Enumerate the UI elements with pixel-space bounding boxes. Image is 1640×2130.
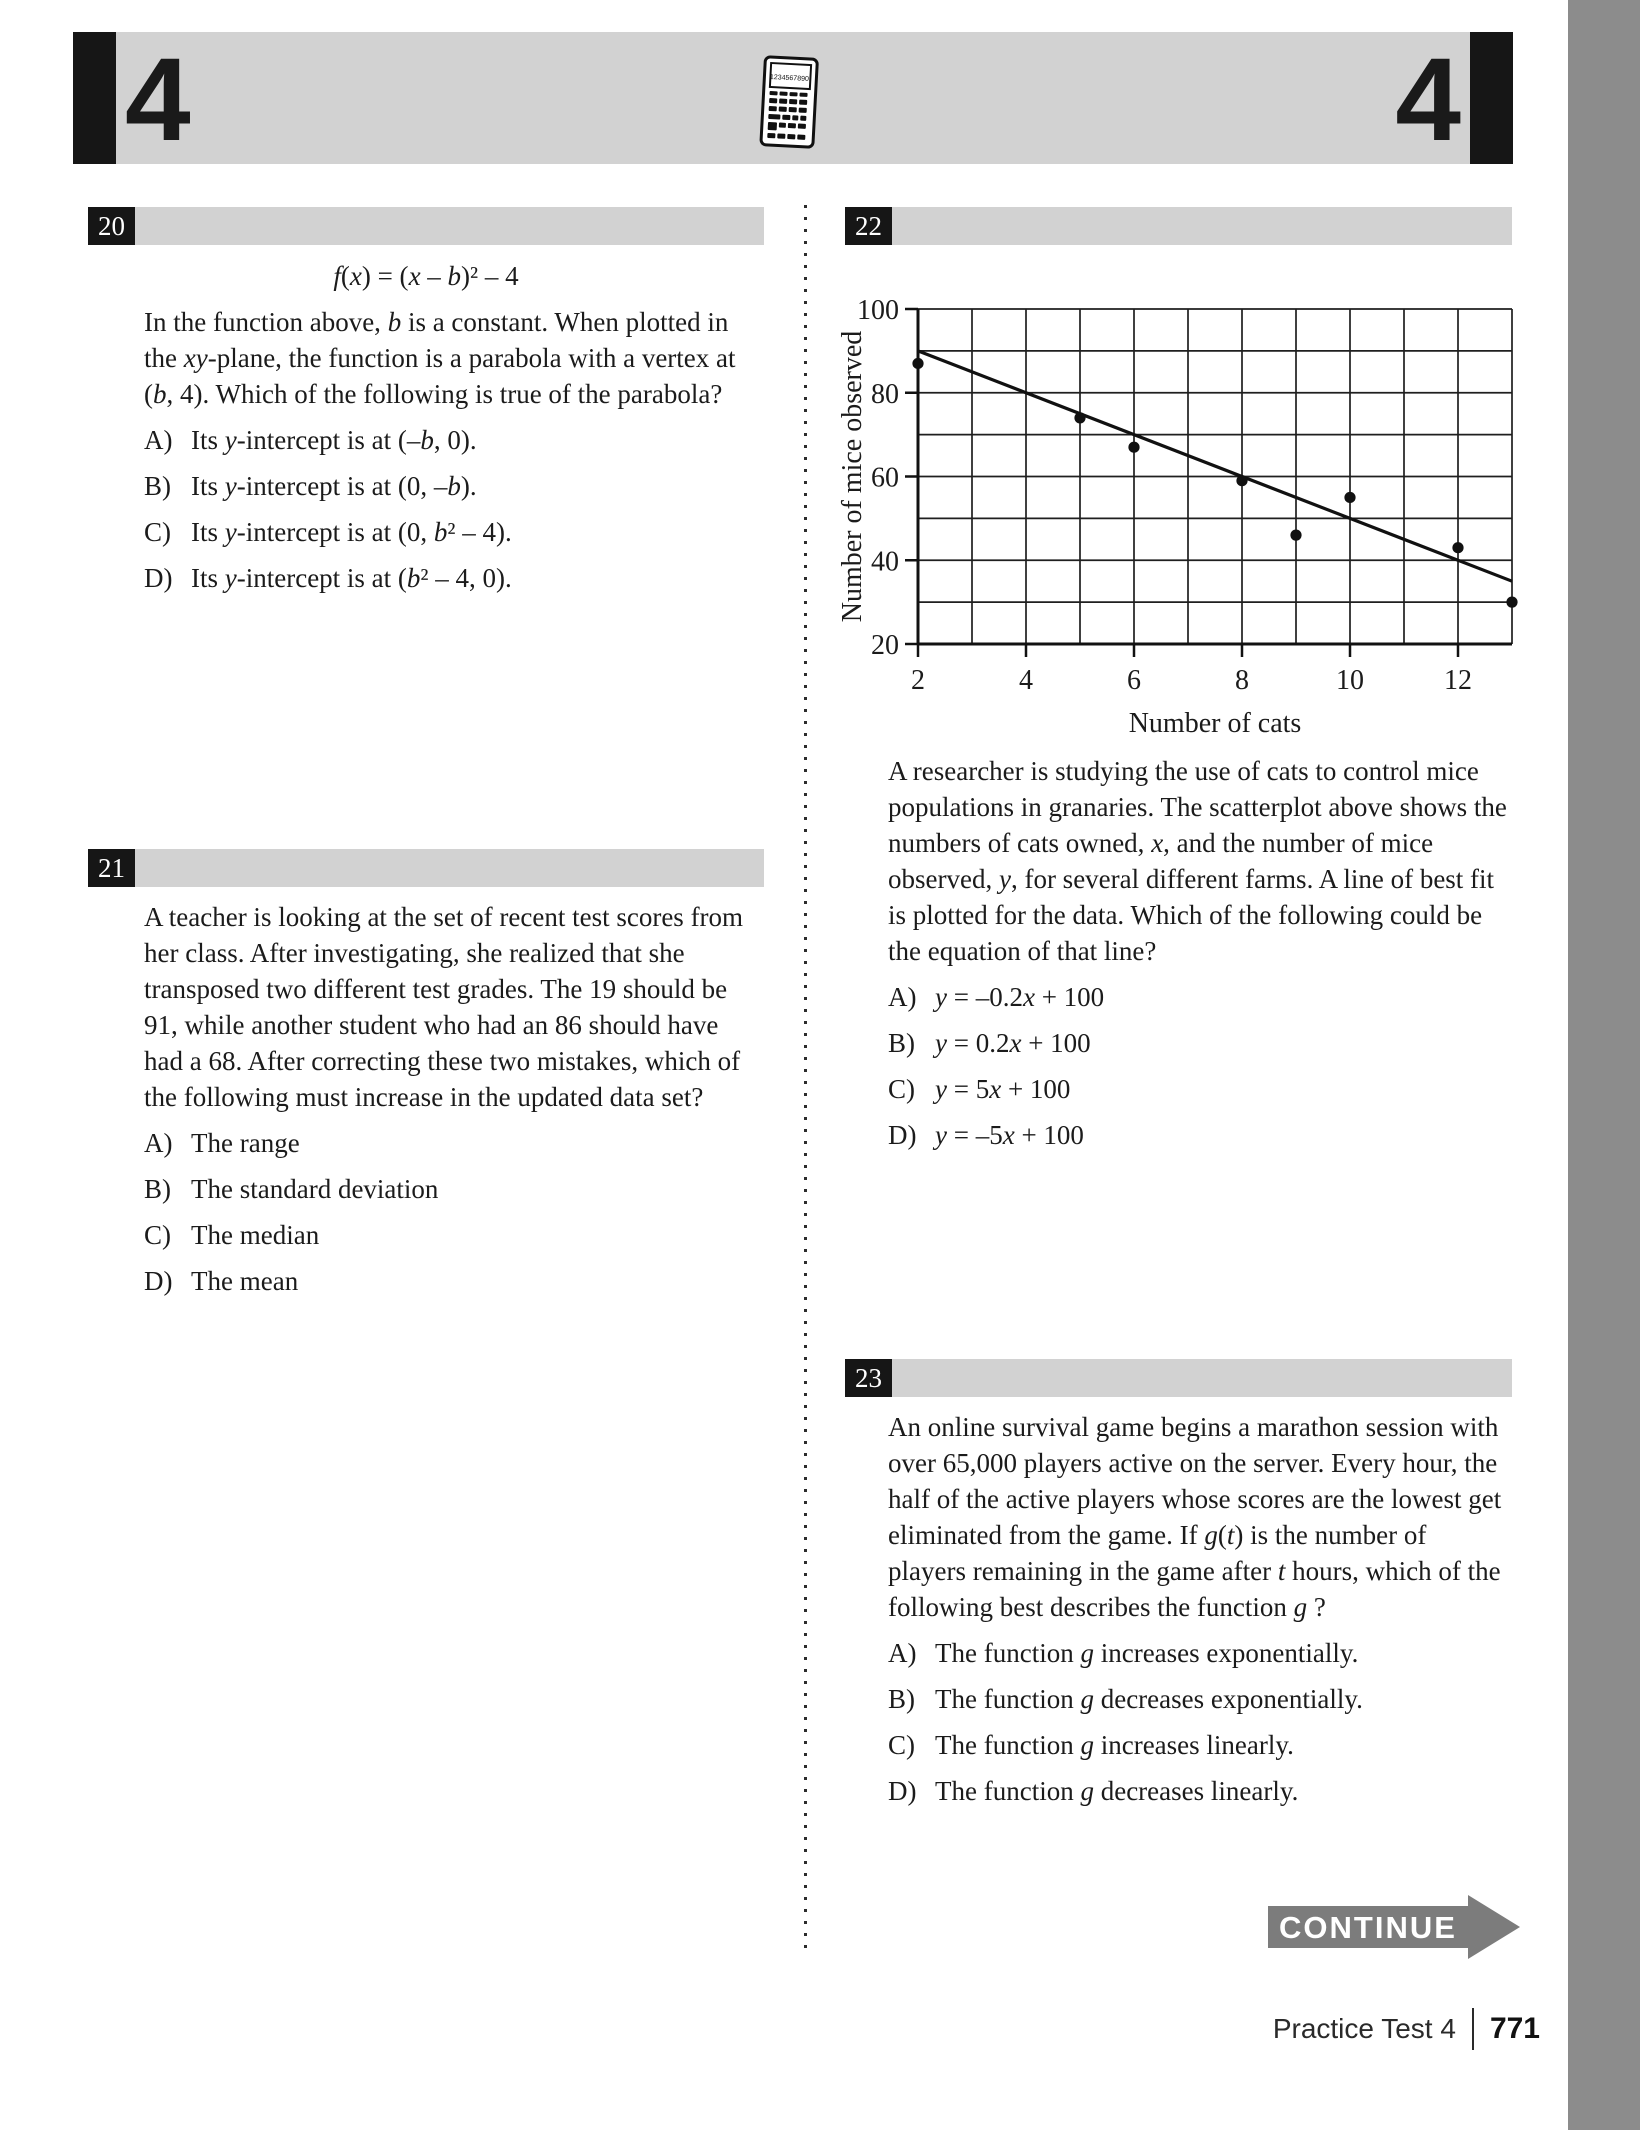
option-letter: B) xyxy=(144,1174,171,1204)
svg-text:6: 6 xyxy=(1127,665,1141,696)
question-23-prompt: An online survival game begins a marathon session with over 65,000 players active on the server. Every hour, the half of the active players whose scores are the lowest get eliminated from the game. If g(t) is the number of players remaining in the game after t hours, which of the following best describes the function g ? xyxy=(888,1412,1502,1622)
svg-text:Number of mice observed: Number of mice observed xyxy=(837,330,868,623)
svg-text:100: 100 xyxy=(857,295,899,326)
footer-page-number: 771 xyxy=(1489,2012,1540,2045)
section-number-left: 4 xyxy=(125,34,191,166)
section-header-band xyxy=(73,32,1513,164)
option-text: Its y-intercept is at (–b, 0). xyxy=(191,425,477,455)
question-21-header-band xyxy=(88,849,764,887)
question-23-options xyxy=(845,1635,1512,1809)
option-text: The mean xyxy=(191,1266,299,1296)
scatterplot-figure xyxy=(837,249,1512,741)
question-21-number-badge: 21 xyxy=(88,849,135,887)
option-letter: C) xyxy=(144,517,171,547)
section-number-right: 4 xyxy=(1395,34,1461,166)
calculator-icon xyxy=(759,55,820,155)
option-text: The function g decreases linearly. xyxy=(935,1776,1299,1806)
option-letter: D) xyxy=(144,1266,173,1296)
svg-text:12: 12 xyxy=(1444,665,1472,696)
svg-text:8: 8 xyxy=(1235,665,1249,696)
option-letter: A) xyxy=(888,982,917,1012)
option-text: The standard deviation xyxy=(191,1174,439,1204)
option-letter: C) xyxy=(888,1074,915,1104)
option-letter: C) xyxy=(144,1220,171,1250)
question-20-number-badge: 20 xyxy=(88,207,135,245)
option-text: Its y-intercept is at (0, –b). xyxy=(191,471,477,501)
option-letter: D) xyxy=(888,1120,917,1150)
option-text: The function g increases exponentially. xyxy=(935,1638,1359,1668)
svg-text:80: 80 xyxy=(871,378,899,410)
option-letter: B) xyxy=(144,471,171,501)
option-letter: D) xyxy=(888,1776,917,1806)
option-text: y = 0.2x + 100 xyxy=(935,1028,1091,1058)
option-text: y = –0.2x + 100 xyxy=(935,982,1105,1012)
question-20-header-band xyxy=(88,207,764,245)
svg-text:40: 40 xyxy=(871,546,899,578)
question-21-options xyxy=(88,1125,764,1299)
right-corner-block xyxy=(1470,32,1513,164)
answer-option-b[interactable] xyxy=(888,1681,1512,1717)
question-20-options xyxy=(88,422,764,596)
answer-option-d[interactable] xyxy=(888,1117,1512,1153)
answer-option-b[interactable] xyxy=(888,1025,1512,1061)
continue-button[interactable] xyxy=(1256,1890,1528,1964)
page-footer xyxy=(0,2008,1540,2050)
answer-option-b[interactable] xyxy=(144,1171,764,1207)
question-21-prompt: A teacher is looking at the set of recent test scores from her class. After investigating, she realized that she transposed two different test grades. The 19 should be 91, while another student who had an 86 should have had a 68. After correcting these two mistakes, which of the following must increase in the updated data set? xyxy=(144,902,744,1112)
option-letter: B) xyxy=(888,1028,915,1058)
svg-text:10: 10 xyxy=(1336,665,1364,696)
svg-text:1234567890.: 1234567890. xyxy=(769,73,811,84)
option-letter: C) xyxy=(888,1730,915,1760)
option-letter: A) xyxy=(144,1128,173,1158)
option-text: The median xyxy=(191,1220,320,1250)
svg-text:4: 4 xyxy=(1019,665,1033,696)
option-letter: A) xyxy=(888,1638,917,1668)
question-22-prompt: A researcher is studying the use of cats to control mice populations in granaries. The scatterplot above shows the numbers of cats owned, x, and the number of mice observed, y, for several different farms. A line of best fit is plotted for the data. Which of the following could be the equation of that line? xyxy=(888,756,1507,966)
question-20-equation: f(x) = (x – b)² – 4 xyxy=(333,261,519,291)
option-letter: A) xyxy=(144,425,173,455)
answer-option-c[interactable] xyxy=(888,1071,1512,1107)
option-text: y = 5x + 100 xyxy=(935,1074,1071,1104)
question-23 xyxy=(845,1359,1512,1809)
answer-option-a[interactable] xyxy=(144,1125,764,1161)
question-22-options xyxy=(845,979,1512,1153)
page-edge-rail xyxy=(1568,0,1640,2130)
question-22-number-badge: 22 xyxy=(845,207,892,245)
answer-option-a[interactable] xyxy=(888,979,1512,1015)
answer-option-d[interactable] xyxy=(888,1773,1512,1809)
answer-option-c[interactable] xyxy=(144,1217,764,1253)
option-text: y = –5x + 100 xyxy=(935,1120,1084,1150)
question-20 xyxy=(88,207,764,596)
question-23-number-badge: 23 xyxy=(845,1359,892,1397)
option-text: Its y-intercept is at (b² – 4, 0). xyxy=(191,563,512,593)
footer-divider xyxy=(1472,2008,1474,2050)
question-21 xyxy=(88,849,764,1299)
mice-vs-cats-scatterplot xyxy=(837,249,1512,741)
answer-option-a[interactable] xyxy=(888,1635,1512,1671)
option-letter: B) xyxy=(888,1684,915,1714)
option-text: The function g increases linearly. xyxy=(935,1730,1294,1760)
question-22-header-band xyxy=(845,207,1512,245)
question-20-prompt: In the function above, b is a constant. When plotted in the xy-plane, the function is a parabola with a vertex at (b, 4). Which of the following is true of the parabola? xyxy=(144,307,736,409)
answer-option-c[interactable] xyxy=(144,514,764,550)
svg-text:Number of cats: Number of cats xyxy=(1128,708,1302,739)
option-letter: D) xyxy=(144,563,173,593)
column-divider-dotted xyxy=(804,205,807,1950)
answer-option-b[interactable] xyxy=(144,468,764,504)
left-corner-block xyxy=(73,32,116,164)
answer-option-d[interactable] xyxy=(144,1263,764,1299)
option-text: The range xyxy=(191,1128,300,1158)
option-text: Its y-intercept is at (0, b² – 4). xyxy=(191,517,512,547)
svg-text:2: 2 xyxy=(911,665,925,696)
answer-option-a[interactable] xyxy=(144,422,764,458)
question-23-header-band xyxy=(845,1359,1512,1397)
answer-option-c[interactable] xyxy=(888,1727,1512,1763)
question-22 xyxy=(837,207,1512,1153)
answer-option-d[interactable] xyxy=(144,560,764,596)
option-text: The function g decreases exponentially. xyxy=(935,1684,1363,1714)
footer-test-label: Practice Test 4 xyxy=(1272,2013,1456,2044)
svg-text:60: 60 xyxy=(871,462,899,494)
svg-text:20: 20 xyxy=(871,630,899,661)
continue-label: CONTINUE xyxy=(1279,1910,1457,1945)
